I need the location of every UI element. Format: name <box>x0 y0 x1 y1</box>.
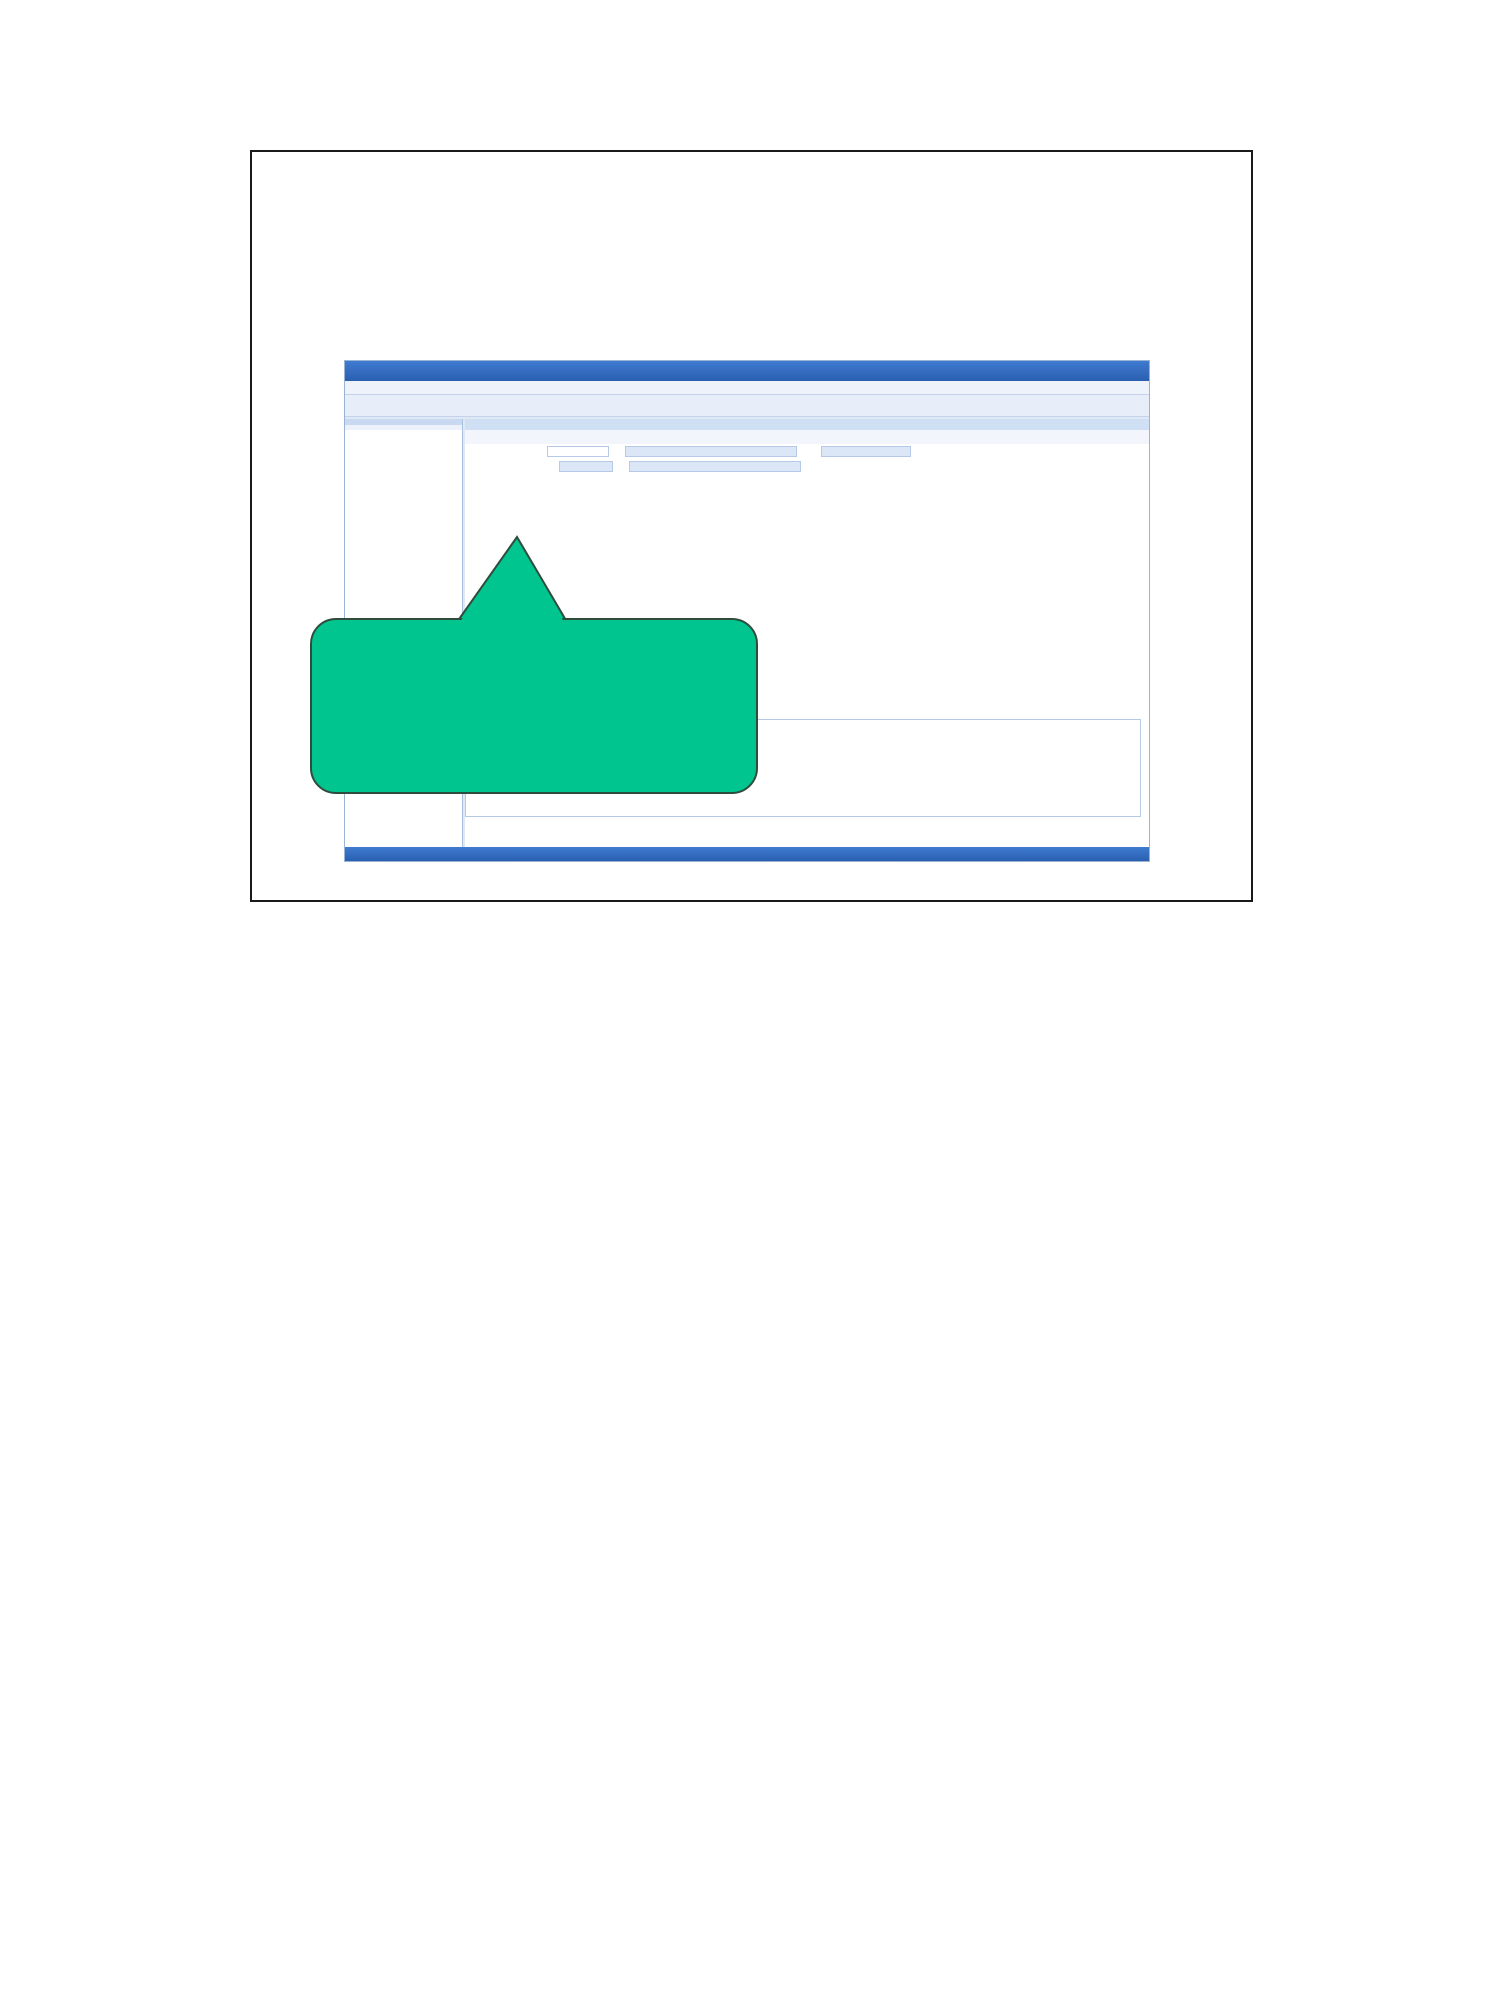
code-article-select[interactable] <box>547 446 609 457</box>
article-type <box>821 446 911 457</box>
app-toolbar <box>345 395 1149 417</box>
form-row-famille <box>465 459 1149 474</box>
app-footer <box>345 847 1149 861</box>
slide <box>250 150 1253 902</box>
famille-value <box>559 461 613 472</box>
code-article-desc <box>625 446 797 457</box>
forecast-page-title <box>465 419 1149 430</box>
articles-header <box>345 425 462 430</box>
famille-desc <box>629 461 801 472</box>
app-menubar <box>345 381 1149 395</box>
app-titlebar <box>345 361 1149 381</box>
form-row-code <box>465 444 1149 459</box>
callout-bubble <box>310 618 758 794</box>
body-text <box>221 963 1291 973</box>
forecast-actions <box>465 430 1149 444</box>
